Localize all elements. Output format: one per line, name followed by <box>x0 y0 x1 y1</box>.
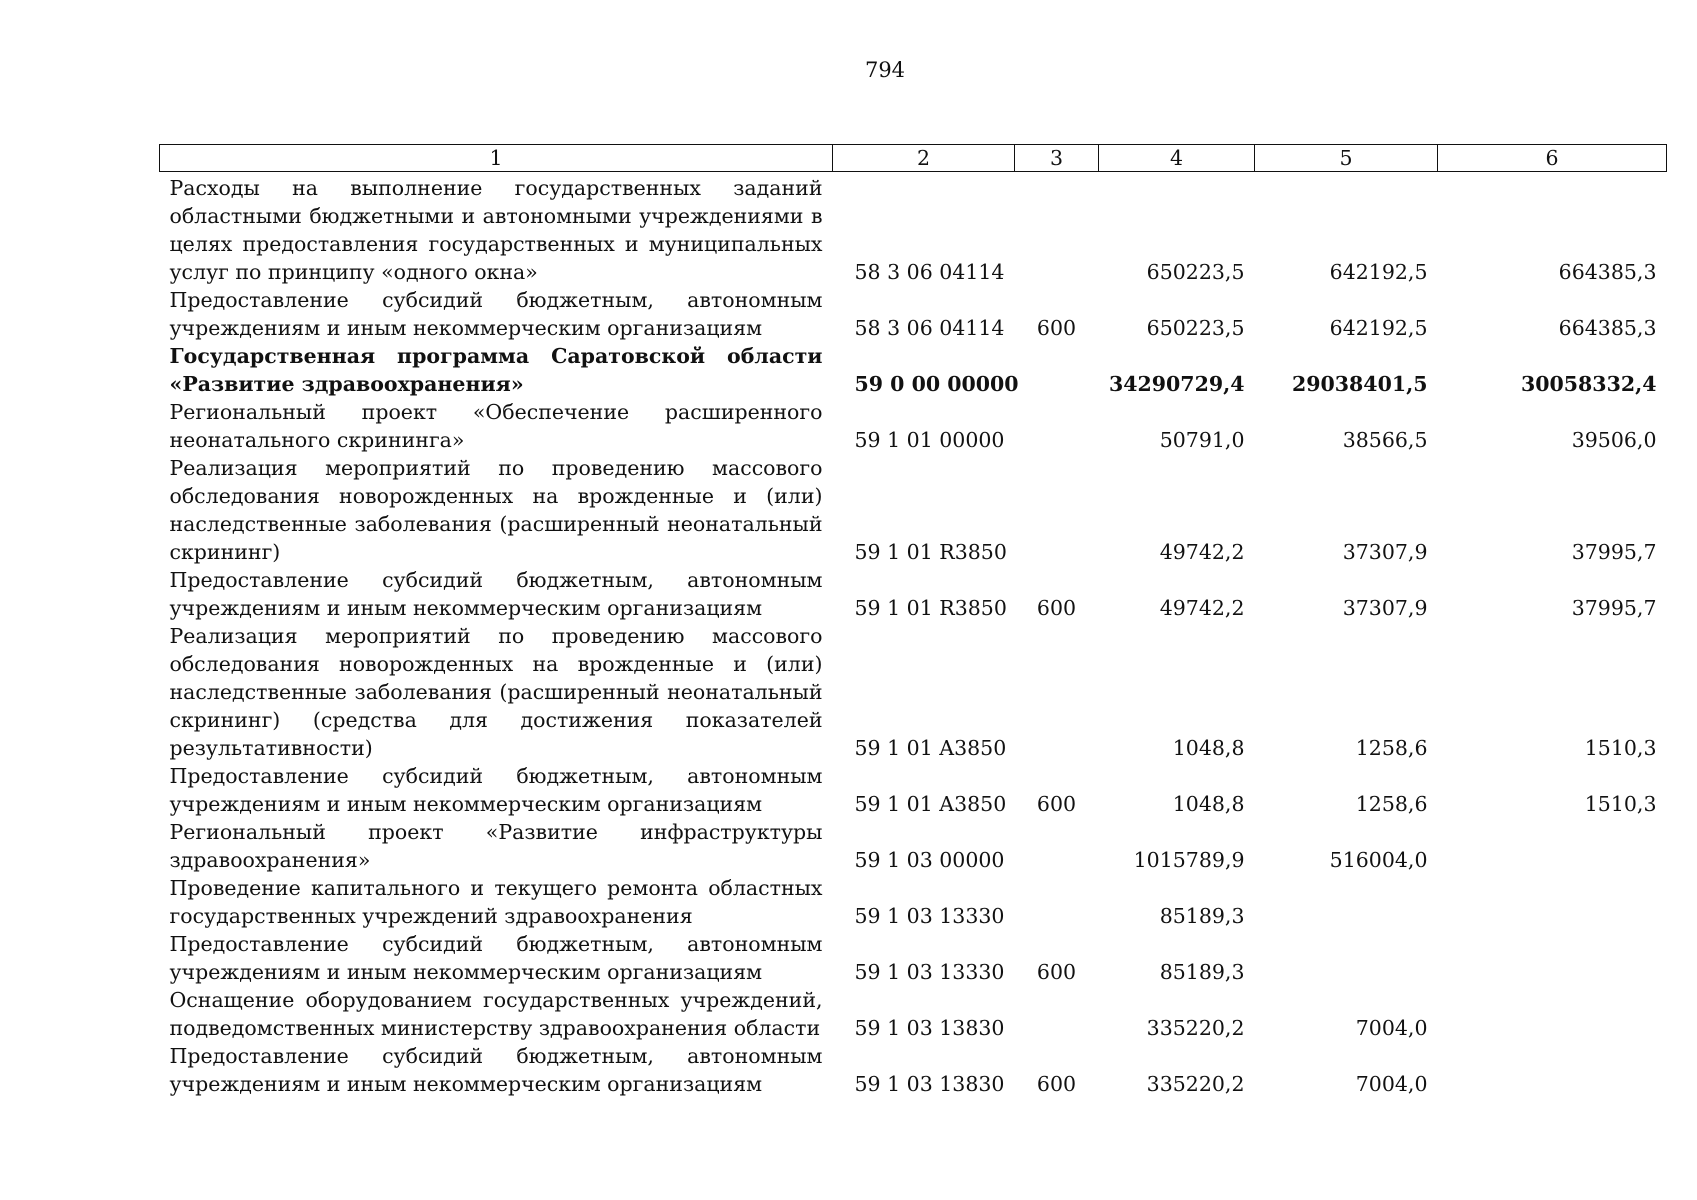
row-code: 59 0 00 00000 <box>854 372 1019 396</box>
row-name: Предоставление субсидий бюджетным, автономным учреждениям и иным некоммерческим организациям <box>169 932 823 984</box>
table-row <box>160 342 1667 398</box>
row-value-col6: 37995,7 <box>1571 596 1657 620</box>
row-value-col6 <box>1438 986 1667 1042</box>
row-expense-type <box>1015 398 1099 454</box>
row-expense-type <box>1015 342 1099 398</box>
table-row <box>160 986 1667 1042</box>
row-name: Оснащение оборудованием государственных учреждений, подведомственных министерству здравоохранения области <box>169 988 823 1040</box>
header-col-5: 5 <box>1255 145 1438 172</box>
row-name: Предоставление субсидий бюджетным, автономным учреждениям и иным некоммерческим организациям <box>169 764 823 816</box>
header-col-6: 6 <box>1438 145 1667 172</box>
row-value-col5: 7004,0 <box>1355 1072 1428 1096</box>
header-row <box>160 145 1667 172</box>
row-value-col4: 650223,5 <box>1146 260 1245 284</box>
table-row <box>160 1042 1667 1098</box>
row-name: Предоставление субсидий бюджетным, автономным учреждениям и иным некоммерческим организациям <box>169 568 823 620</box>
row-value-col6 <box>1438 930 1667 986</box>
row-code: 59 1 01 00000 <box>854 428 1005 452</box>
row-value-col6 <box>1438 874 1667 930</box>
table-row <box>160 398 1667 454</box>
row-expense-type <box>1015 874 1099 930</box>
row-name: Реализация мероприятий по проведению массового обследования новорожденных на врожденные и (или) наследственные заболевания (расширенный неонатальный скрининг) <box>169 456 823 564</box>
row-name: Предоставление субсидий бюджетным, автономным учреждениям и иным некоммерческим организациям <box>169 288 823 340</box>
row-expense-type: 600 <box>1036 960 1077 984</box>
row-code: 59 1 03 13830 <box>854 1016 1005 1040</box>
header-col-2: 2 <box>833 145 1015 172</box>
row-expense-type: 600 <box>1036 596 1077 620</box>
row-value-col4: 1048,8 <box>1172 736 1245 760</box>
table-row <box>160 286 1667 342</box>
row-value-col6: 1510,3 <box>1584 736 1657 760</box>
row-code: 58 3 06 04114 <box>854 260 1005 284</box>
table-row <box>160 930 1667 986</box>
row-expense-type <box>1015 818 1099 874</box>
row-value-col5: 642192,5 <box>1329 316 1428 340</box>
row-value-col4: 85189,3 <box>1159 960 1245 984</box>
budget-table <box>159 144 1667 1098</box>
table-body <box>160 172 1667 1099</box>
table-row <box>160 454 1667 566</box>
row-code: 59 1 03 13330 <box>854 904 1005 928</box>
row-value-col4: 650223,5 <box>1146 316 1245 340</box>
row-name: Государственная программа Саратовской области «Развитие здравоохранения» <box>169 344 823 396</box>
row-name: Предоставление субсидий бюджетным, автономным учреждениям и иным некоммерческим организациям <box>169 1044 823 1096</box>
row-value-col4: 335220,2 <box>1146 1016 1245 1040</box>
row-value-col5: 7004,0 <box>1355 1016 1428 1040</box>
table-row <box>160 566 1667 622</box>
row-expense-type <box>1015 622 1099 762</box>
row-code: 58 3 06 04114 <box>854 316 1005 340</box>
row-value-col6 <box>1438 818 1667 874</box>
row-expense-type: 600 <box>1036 1072 1077 1096</box>
row-value-col6: 39506,0 <box>1571 428 1657 452</box>
row-name: Расходы на выполнение государственных заданий областными бюджетными и автономными учреждениями в целях предоставления государственных и муниципальных услуг по принципу «одного окна» <box>169 176 823 284</box>
table-row <box>160 622 1667 762</box>
row-code: 59 1 01 R3850 <box>854 540 1007 564</box>
row-value-col5: 38566,5 <box>1342 428 1428 452</box>
row-value-col5: 1258,6 <box>1355 792 1428 816</box>
row-value-col4: 1048,8 <box>1172 792 1245 816</box>
row-name: Проведение капитального и текущего ремонта областных государственных учреждений здравоохранения <box>169 876 823 928</box>
row-name: Региональный проект «Обеспечение расширенного неонатального скрининга» <box>169 400 823 452</box>
table-row <box>160 172 1667 287</box>
row-expense-type: 600 <box>1036 792 1077 816</box>
row-value-col4: 50791,0 <box>1159 428 1245 452</box>
row-value-col5: 37307,9 <box>1342 540 1428 564</box>
row-value-col4: 335220,2 <box>1146 1072 1245 1096</box>
row-name: Региональный проект «Развитие инфраструктуры здравоохранения» <box>169 820 823 872</box>
row-value-col5 <box>1255 930 1438 986</box>
row-value-col4: 49742,2 <box>1159 540 1245 564</box>
row-value-col6 <box>1438 1042 1667 1098</box>
row-value-col6: 1510,3 <box>1584 792 1657 816</box>
row-code: 59 1 01 A3850 <box>854 792 1007 816</box>
row-value-col5: 37307,9 <box>1342 596 1428 620</box>
page-number: 794 <box>864 58 906 82</box>
row-value-col5 <box>1255 874 1438 930</box>
row-value-col5: 29038401,5 <box>1291 372 1428 396</box>
header-col-1: 1 <box>160 145 833 172</box>
row-expense-type: 600 <box>1036 316 1077 340</box>
row-value-col4: 34290729,4 <box>1108 372 1245 396</box>
row-value-col5: 642192,5 <box>1329 260 1428 284</box>
row-expense-type <box>1015 172 1099 287</box>
row-code: 59 1 01 A3850 <box>854 736 1007 760</box>
table-row <box>160 818 1667 874</box>
row-name: Реализация мероприятий по проведению массового обследования новорожденных на врожденные и (или) наследственные заболевания (расширенный неонатальный скрининг) (средства для достижения показателей результативности) <box>169 624 823 760</box>
table-row <box>160 762 1667 818</box>
row-value-col4: 49742,2 <box>1159 596 1245 620</box>
row-expense-type <box>1015 454 1099 566</box>
row-code: 59 1 03 13330 <box>854 960 1005 984</box>
row-value-col4: 85189,3 <box>1159 904 1245 928</box>
row-value-col6: 30058332,4 <box>1520 372 1657 396</box>
table-header <box>160 145 1667 172</box>
row-expense-type <box>1015 986 1099 1042</box>
row-value-col5: 1258,6 <box>1355 736 1428 760</box>
row-value-col4: 1015789,9 <box>1133 848 1245 872</box>
row-value-col6: 664385,3 <box>1558 316 1657 340</box>
row-code: 59 1 03 13830 <box>854 1072 1005 1096</box>
header-col-4: 4 <box>1099 145 1255 172</box>
row-value-col6: 37995,7 <box>1571 540 1657 564</box>
row-code: 59 1 03 00000 <box>854 848 1005 872</box>
row-value-col6: 664385,3 <box>1558 260 1657 284</box>
header-col-3: 3 <box>1015 145 1099 172</box>
row-value-col5: 516004,0 <box>1329 848 1428 872</box>
table-row <box>160 874 1667 930</box>
row-code: 59 1 01 R3850 <box>854 596 1007 620</box>
